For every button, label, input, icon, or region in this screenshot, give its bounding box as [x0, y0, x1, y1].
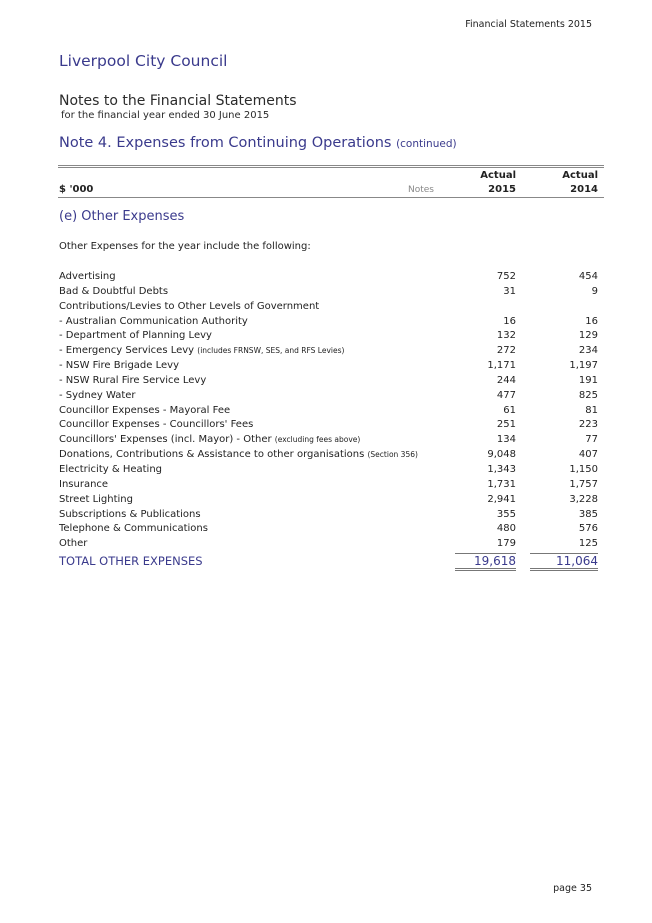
document-header-title: Financial Statements 2015: [465, 19, 592, 30]
row-value-2014: 81: [585, 404, 598, 416]
note-heading-main: Note 4. Expenses from Continuing Operations: [59, 135, 392, 151]
row-label-text: Councillors' Expenses (incl. Mayor) - Other: [59, 434, 275, 446]
row-label: [59, 523, 208, 534]
notes-subtitle: for the financial year ended 30 June 2015: [61, 110, 270, 121]
table-row: [0, 464, 652, 479]
council-name: Liverpool City Council: [59, 52, 228, 70]
row-value-2014: 825: [578, 389, 598, 401]
column-header-year-2014: 2014: [570, 184, 598, 195]
row-label-text: Insurance: [59, 478, 109, 490]
row-label-text: - Sydney Water: [59, 389, 136, 401]
table-row: [0, 316, 652, 331]
row-label: [59, 330, 212, 341]
row-value-2015: 134: [496, 434, 516, 446]
total-label: TOTAL OTHER EXPENSES: [59, 554, 203, 568]
table-row: [0, 509, 652, 524]
row-label-text: Contributions/Levies to Other Levels of Government: [59, 300, 320, 312]
row-value-2015: 1,343: [487, 463, 516, 475]
row-label: [59, 286, 168, 297]
column-header-actual-2014: Actual: [562, 170, 598, 181]
row-label-text: Advertising: [59, 271, 116, 282]
row-value-2015: 61: [503, 404, 516, 416]
row-label: [59, 345, 344, 356]
row-value-2014: 234: [578, 345, 598, 357]
column-header-actual-2015: Actual: [480, 170, 516, 181]
note-heading: [59, 135, 457, 151]
table-row: [0, 434, 652, 449]
table-row: [0, 271, 652, 286]
row-value-2015: 16: [503, 315, 516, 327]
table-row: [0, 286, 652, 301]
row-value-2014: 125: [578, 538, 598, 550]
table-row: [0, 538, 652, 553]
row-value-2014: 1,150: [569, 463, 598, 475]
row-label-text: - NSW Rural Fire Service Levy: [59, 374, 207, 386]
row-label: [59, 494, 133, 505]
row-value-2015: 2,941: [487, 493, 516, 505]
row-label-text: Street Lighting: [59, 493, 133, 505]
row-label: [59, 538, 87, 549]
row-label: [59, 375, 206, 386]
section-intro: Other Expenses for the year include the following:: [59, 241, 311, 252]
row-label: [59, 479, 108, 490]
column-header-notes: Notes: [408, 185, 434, 195]
table-row: [0, 494, 652, 509]
page-number: page 35: [553, 883, 592, 894]
table-row: [0, 449, 652, 464]
row-value-2015: 9,048: [487, 449, 516, 461]
row-label: [59, 434, 360, 445]
row-value-2014: 3,228: [569, 493, 598, 505]
total-2014-double-rule: [530, 568, 598, 571]
row-value-2014: 1,757: [569, 478, 598, 490]
row-label-text: Electricity & Heating: [59, 463, 163, 475]
column-header-year-2015: 2015: [488, 184, 516, 195]
row-value-2015: 355: [496, 508, 516, 520]
row-value-2015: 251: [496, 419, 516, 431]
row-value-2015: 132: [496, 330, 516, 342]
row-value-2014: 77: [585, 434, 598, 446]
row-value-2014: 129: [578, 330, 598, 342]
table-row: [0, 479, 652, 494]
row-value-2015: 480: [496, 523, 516, 535]
table-row: [0, 360, 652, 375]
total-value-2014: 11,064: [556, 554, 598, 568]
expense-table: [0, 271, 652, 553]
row-label: [59, 301, 319, 312]
header-rule: [58, 197, 604, 198]
row-label-text: Bad & Doubtful Debts: [59, 285, 169, 297]
note-heading-suffix: (continued): [396, 138, 457, 150]
row-value-2014: 16: [585, 315, 598, 327]
section-title: (e) Other Expenses: [59, 209, 185, 224]
row-value-2014: 407: [578, 449, 598, 461]
table-row: [0, 523, 652, 538]
header-double-rule: [58, 165, 604, 168]
row-label: [59, 419, 253, 430]
row-value-2015: 31: [503, 285, 516, 297]
row-label-text: Telephone & Communications: [59, 523, 208, 535]
row-value-2015: 752: [496, 271, 516, 282]
row-label: [59, 271, 116, 282]
row-label-text: Councillor Expenses - Councillors' Fees: [59, 419, 254, 431]
row-value-2014: 385: [578, 508, 598, 520]
row-label-note: (includes FRNSW, SES, and RFS Levies): [197, 346, 345, 356]
row-label: [59, 316, 248, 327]
row-label: [59, 405, 230, 416]
row-label: [59, 360, 179, 371]
row-value-2014: 223: [578, 419, 598, 431]
total-2015-double-rule: [455, 568, 516, 571]
row-label: [59, 449, 418, 460]
row-value-2014: 191: [578, 374, 598, 386]
row-value-2014: 9: [591, 285, 598, 297]
row-value-2014: 576: [578, 523, 598, 535]
row-value-2015: 1,731: [487, 478, 516, 490]
row-value-2015: 179: [496, 538, 516, 550]
row-value-2015: 477: [496, 389, 516, 401]
row-label-text: - Emergency Services Levy: [59, 345, 198, 357]
row-label-note: (excluding fees above): [274, 435, 361, 445]
table-row: [0, 405, 652, 420]
table-row: [0, 301, 652, 316]
row-label: [59, 390, 136, 401]
row-label-text: Councillor Expenses - Mayoral Fee: [59, 404, 231, 416]
table-row: [0, 375, 652, 390]
table-row: [0, 345, 652, 360]
row-label: [59, 464, 162, 475]
row-label-note: (Section 356): [367, 450, 418, 460]
row-label-text: - Australian Communication Authority: [59, 315, 248, 327]
row-value-2014: 1,197: [569, 360, 598, 372]
row-value-2015: 244: [496, 374, 516, 386]
row-value-2014: 454: [578, 271, 598, 282]
table-row: [0, 390, 652, 405]
row-value-2015: 1,171: [487, 360, 516, 372]
row-label-text: Other: [59, 538, 88, 550]
notes-title: Notes to the Financial Statements: [59, 93, 297, 109]
total-value-2015: 19,618: [474, 554, 516, 568]
row-value-2015: 272: [496, 345, 516, 357]
row-label-text: Subscriptions & Publications: [59, 508, 201, 520]
column-header-unit: $ '000: [59, 184, 94, 195]
row-label-text: - NSW Fire Brigade Levy: [59, 360, 179, 372]
table-row: [0, 330, 652, 345]
table-row: [0, 419, 652, 434]
row-label: [59, 509, 201, 520]
row-label-text: Donations, Contributions & Assistance to other organisations: [59, 449, 368, 461]
row-label-text: - Department of Planning Levy: [59, 330, 212, 342]
